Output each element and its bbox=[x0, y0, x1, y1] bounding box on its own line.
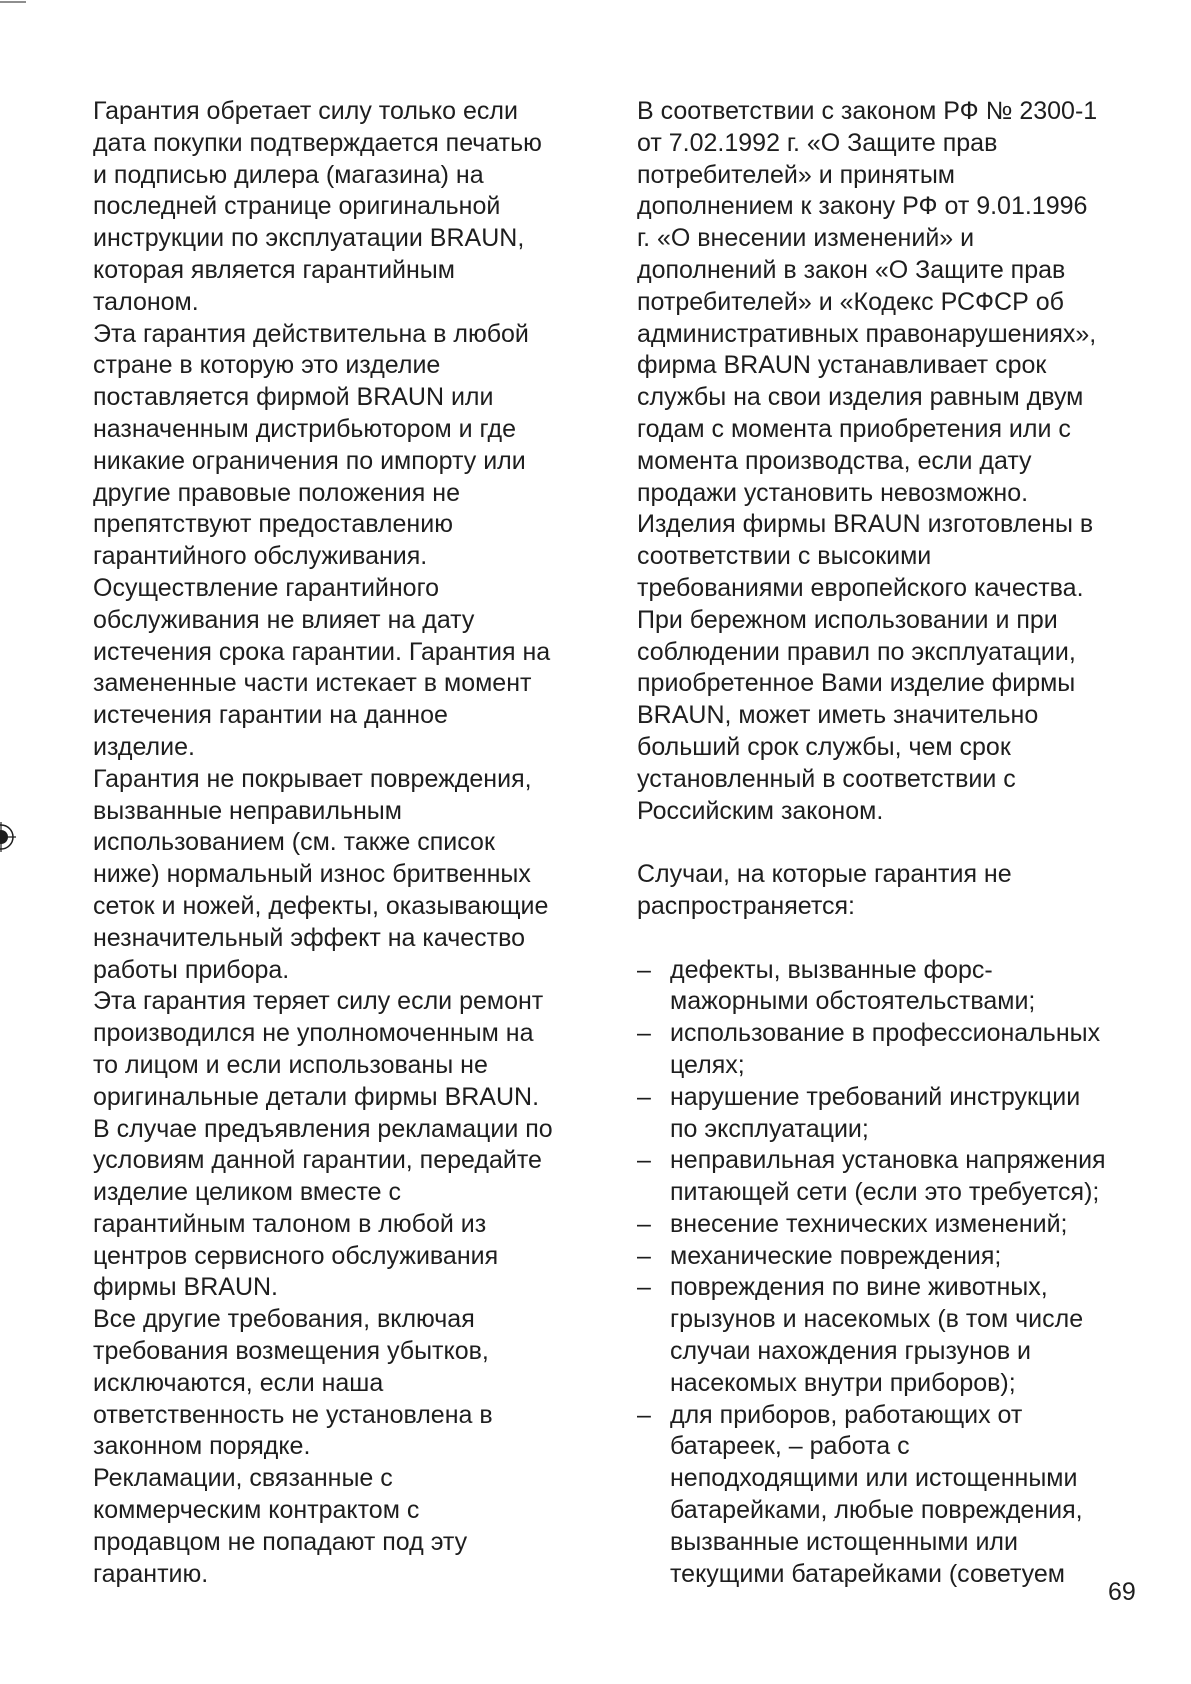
list-dash: – bbox=[637, 1146, 651, 1175]
paragraph-warranty-exclusions: Гарантия не покрывает повреждения, вызванные неправильным использованием (см. также список ниже) нормальный износ бритвенных сеток и ножей, дефекты, оказывающие незначительный эффект на качество работы прибора. bbox=[93, 764, 549, 984]
spacer bbox=[637, 923, 1157, 955]
list-dash: – bbox=[637, 1209, 651, 1238]
list-dash: – bbox=[637, 1019, 651, 1048]
corner-crop-mark-icon bbox=[0, 0, 30, 4]
paragraph-russian-law: В соответствии с законом РФ № 2300-1 от 7.02.1992 г. «О Защите прав потребителей» и принятым дополнением к закону РФ от 9.01.1996 г. «О внесении изменений» и дополнений в закон «О Защите прав потребителей» и «Кодекс РСФСР об административных правонарушениях», фирма BRAUN устанавливает срок службы на свои изделия равным двум годам с момента приобретения или с момента производства, если дату продажи установить невозможно. bbox=[637, 97, 1098, 507]
list-item bbox=[637, 1209, 1157, 1241]
list-item-text: механические повреждения; bbox=[670, 1241, 1002, 1270]
paragraph-commercial-claims: Рекламации, связанные с коммерческим контрактом с продавцом не попадают под эту гарантию. bbox=[93, 1464, 468, 1588]
paragraph-warranty-claim: В случае предъявления рекламации по условиям данной гарантии, передайте изделие целиком вместе с гарантийным талоном в любой из центров сервисного обслуживания фирмы BRAUN. bbox=[93, 1114, 553, 1302]
list-item bbox=[637, 1241, 1157, 1273]
right-column bbox=[637, 96, 1157, 1590]
paragraph-other-claims: Все другие требования, включая требования возмещения убытков, исключаются, если наша ответственность не установлена в законном порядке. bbox=[93, 1305, 493, 1461]
left-column bbox=[93, 96, 603, 1590]
paragraph-quality: Изделия фирмы BRAUN изготовлены в соответствии с высокими требованиями европейского качества. При бережном использовании и при соблюдении правил по эксплуатации, приобретенное Вами изделие фирмы BRAUN, может иметь значительно больший срок службы, чем срок установленный в соответствии с Российским законом. bbox=[637, 510, 1094, 825]
list-item-text: для приборов, работающих от батареек, – работа с неподходящими или истощенными батарейками, любые повреждения, вызванные истощенными или текущими батарейками (советуем bbox=[670, 1400, 1083, 1588]
list-item-text: дефекты, вызванные форс- мажорными обстоятельствами; bbox=[670, 955, 1036, 1016]
list-dash: – bbox=[637, 1400, 651, 1429]
registration-mark-icon bbox=[0, 822, 16, 852]
list-item bbox=[637, 955, 1157, 1019]
paragraph-warranty-validity: Гарантия обретает силу только если дата покупки подтверждается печатью и подписью дилера (магазина) на последней странице оригинальной инструкции по эксплуатации BRAUN, которая является гарантийным талоном. bbox=[93, 97, 542, 316]
list-item-text: внесение технических изменений; bbox=[670, 1209, 1068, 1238]
list-item bbox=[637, 1400, 1157, 1591]
exclusions-heading: Случаи, на которые гарантия не распространяется: bbox=[637, 860, 1012, 920]
spacer bbox=[637, 827, 1157, 859]
exclusions-list bbox=[637, 955, 1157, 1591]
list-item-text: использование в профессиональных целях; bbox=[670, 1019, 1101, 1079]
list-item-text: неправильная установка напряжения питающей сети (если это требуется); bbox=[670, 1146, 1106, 1207]
list-item bbox=[637, 1145, 1157, 1209]
list-dash: – bbox=[637, 1082, 651, 1111]
list-dash: – bbox=[637, 1273, 651, 1302]
list-item bbox=[637, 1082, 1157, 1146]
list-item bbox=[637, 1272, 1157, 1399]
list-item-text: повреждения по вине животных, грызунов и насекомых (в том числе случаи нахождения грызунов и насекомых внутри приборов); bbox=[670, 1273, 1084, 1397]
paragraph-warranty-void: Эта гарантия теряет силу если ремонт производился не уполномоченным на то лицом и если использованы не оригинальные детали фирмы BRAUN. bbox=[93, 987, 544, 1111]
list-item bbox=[637, 1018, 1157, 1082]
page-number: 69 bbox=[1108, 1578, 1136, 1606]
paragraph-warranty-countries: Эта гарантия действительна в любой стране в которую это изделие поставляется фирмой BRAUN или назначенным дистрибьютором и где никакие ограничения по импорту или другие правовые положения не препятствуют предоставлению гарантийного обслуживания. bbox=[93, 319, 529, 571]
paragraph-warranty-service: Осуществление гарантийного обслуживания не влияет на дату истечения срока гарантии. Гарантия на замененные части истекает в момент истечения гарантии на данное изделие. bbox=[93, 573, 551, 761]
list-dash: – bbox=[637, 955, 651, 984]
list-dash: – bbox=[637, 1241, 651, 1270]
list-item-text: нарушение требований инструкции по эксплуатации; bbox=[670, 1082, 1081, 1143]
